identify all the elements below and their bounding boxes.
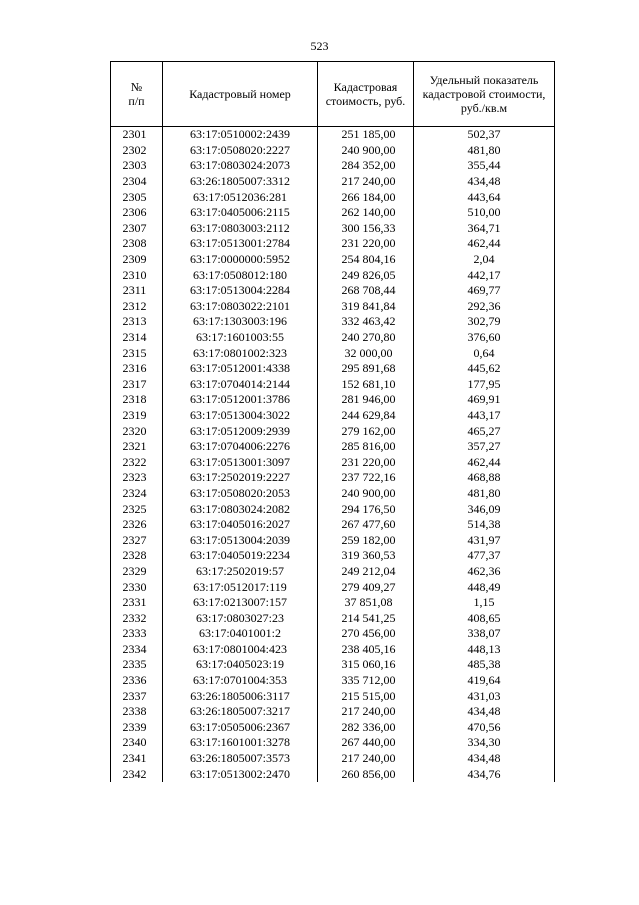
cadastral-number: 63:26:1805007:3312: [163, 174, 318, 190]
cadastral-cost: 217 240,00: [318, 704, 414, 720]
cadastral-number: 63:17:0510002:2439: [163, 127, 318, 143]
cadastral-number: 63:17:0213007:157: [163, 595, 318, 611]
specific-value: 448,13: [414, 642, 555, 658]
specific-value: 481,80: [414, 486, 555, 502]
header-specific-value: [414, 62, 555, 127]
cadastral-number: 63:17:0512001:4338: [163, 361, 318, 377]
table-row: [111, 610, 555, 626]
table-row: [111, 548, 555, 564]
specific-value: 346,09: [414, 501, 555, 517]
row-number: 2304: [111, 174, 163, 190]
cadastral-number: 63:17:0803003:2112: [163, 221, 318, 237]
table-row: [111, 205, 555, 221]
table-row: [111, 673, 555, 689]
table-row: [111, 174, 555, 190]
row-number: 2303: [111, 158, 163, 174]
specific-value: 514,38: [414, 517, 555, 533]
cadastral-cost: 294 176,50: [318, 501, 414, 517]
cadastral-table: [110, 61, 555, 782]
cadastral-number: 63:17:0513004:2039: [163, 532, 318, 548]
cadastral-cost: 284 352,00: [318, 158, 414, 174]
specific-value: 469,91: [414, 392, 555, 408]
cadastral-number: 63:17:0704006:2276: [163, 439, 318, 455]
table-row: [111, 252, 555, 268]
cadastral-cost: 335 712,00: [318, 673, 414, 689]
row-number: 2313: [111, 314, 163, 330]
row-number: 2336: [111, 673, 163, 689]
cadastral-cost: 240 900,00: [318, 486, 414, 502]
cadastral-number: 63:17:0405016:2027: [163, 517, 318, 533]
cadastral-number: 63:17:0704014:2144: [163, 377, 318, 393]
table-row: [111, 501, 555, 517]
specific-value: 462,44: [414, 454, 555, 470]
row-number: 2325: [111, 501, 163, 517]
row-number: 2333: [111, 626, 163, 642]
specific-value: 1,15: [414, 595, 555, 611]
cadastral-cost: 281 946,00: [318, 392, 414, 408]
row-number: 2341: [111, 751, 163, 767]
table-header: [111, 62, 555, 127]
specific-value: 434,76: [414, 766, 555, 782]
table-row: [111, 626, 555, 642]
table-row: [111, 377, 555, 393]
cadastral-cost: 267 440,00: [318, 735, 414, 751]
row-number: 2335: [111, 657, 163, 673]
row-number: 2331: [111, 595, 163, 611]
header-cost: [318, 62, 414, 127]
row-number: 2340: [111, 735, 163, 751]
specific-value: 477,37: [414, 548, 555, 564]
row-number: 2326: [111, 517, 163, 533]
specific-value: 448,49: [414, 579, 555, 595]
cadastral-number: 63:26:1805007:3217: [163, 704, 318, 720]
row-number: 2330: [111, 579, 163, 595]
row-number: 2327: [111, 532, 163, 548]
table-row: [111, 408, 555, 424]
cadastral-cost: 32 000,00: [318, 345, 414, 361]
table-row: [111, 314, 555, 330]
cadastral-number: 63:17:0405023:19: [163, 657, 318, 673]
row-number: 2322: [111, 454, 163, 470]
table-row: [111, 392, 555, 408]
cadastral-cost: 279 162,00: [318, 423, 414, 439]
row-number: 2305: [111, 189, 163, 205]
specific-value: 177,95: [414, 377, 555, 393]
table-row: [111, 330, 555, 346]
row-number: 2337: [111, 688, 163, 704]
specific-value: 434,48: [414, 174, 555, 190]
row-number: 2314: [111, 330, 163, 346]
cadastral-cost: 214 541,25: [318, 610, 414, 626]
cadastral-number: 63:17:0513001:2784: [163, 236, 318, 252]
specific-value: 462,44: [414, 236, 555, 252]
table-row: [111, 735, 555, 751]
table-row: [111, 439, 555, 455]
specific-value: 357,27: [414, 439, 555, 455]
table-row: [111, 532, 555, 548]
specific-value: 419,64: [414, 673, 555, 689]
row-number: 2317: [111, 377, 163, 393]
cadastral-number: 63:17:0803022:2101: [163, 299, 318, 315]
table-row: [111, 189, 555, 205]
cadastral-number: 63:17:0512017:119: [163, 579, 318, 595]
cadastral-cost: 319 360,53: [318, 548, 414, 564]
specific-value: 485,38: [414, 657, 555, 673]
row-number: 2316: [111, 361, 163, 377]
cadastral-number: 63:26:1805006:3117: [163, 688, 318, 704]
row-number: 2338: [111, 704, 163, 720]
specific-value: 442,17: [414, 267, 555, 283]
table-row: [111, 221, 555, 237]
table-row: [111, 595, 555, 611]
table-row: [111, 158, 555, 174]
cadastral-cost: 315 060,16: [318, 657, 414, 673]
specific-value: 431,03: [414, 688, 555, 704]
cadastral-number: 63:17:0513004:3022: [163, 408, 318, 424]
specific-value: 468,88: [414, 470, 555, 486]
table-row: [111, 486, 555, 502]
cadastral-number: 63:17:0803027:23: [163, 610, 318, 626]
table-row: [111, 720, 555, 736]
specific-value: 502,37: [414, 127, 555, 143]
cadastral-number: 63:17:0512001:3786: [163, 392, 318, 408]
row-number: 2323: [111, 470, 163, 486]
cadastral-cost: 240 900,00: [318, 143, 414, 159]
page-number: 523: [310, 39, 329, 53]
row-number: 2301: [111, 127, 163, 143]
cadastral-cost: 260 856,00: [318, 766, 414, 782]
cadastral-number: 63:17:0000000:5952: [163, 252, 318, 268]
cadastral-number: 63:17:0801002:323: [163, 345, 318, 361]
header-cadastral-number-text: Кадастровый номер: [189, 87, 291, 101]
cadastral-cost: 285 816,00: [318, 439, 414, 455]
cadastral-number: 63:17:2502019:2227: [163, 470, 318, 486]
cadastral-number: 63:17:0513004:2284: [163, 283, 318, 299]
cadastral-cost: 249 212,04: [318, 564, 414, 580]
cadastral-number: 63:17:0512009:2939: [163, 423, 318, 439]
cadastral-cost: 267 477,60: [318, 517, 414, 533]
table-row: [111, 236, 555, 252]
specific-value: 470,56: [414, 720, 555, 736]
row-number: 2315: [111, 345, 163, 361]
header-cost-text: Кадастровая стоимость, руб.: [325, 80, 406, 108]
specific-value: 408,65: [414, 610, 555, 626]
cadastral-cost: 268 708,44: [318, 283, 414, 299]
specific-value: 469,77: [414, 283, 555, 299]
cadastral-cost: 282 336,00: [318, 720, 414, 736]
table-row: [111, 127, 555, 143]
specific-value: 364,71: [414, 221, 555, 237]
cadastral-number: 63:17:0401001:2: [163, 626, 318, 642]
table-row: [111, 657, 555, 673]
row-number: 2311: [111, 283, 163, 299]
header-cadastral-number: [163, 62, 318, 127]
table-row: [111, 517, 555, 533]
cadastral-cost: 238 405,16: [318, 642, 414, 658]
row-number: 2324: [111, 486, 163, 502]
cadastral-number: 63:17:1601003:55: [163, 330, 318, 346]
cadastral-cost: 262 140,00: [318, 205, 414, 221]
row-number: 2310: [111, 267, 163, 283]
cadastral-number: 63:17:0803024:2082: [163, 501, 318, 517]
cadastral-number: 63:17:2502019:57: [163, 564, 318, 580]
table-row: [111, 283, 555, 299]
table-row: [111, 642, 555, 658]
row-number: 2309: [111, 252, 163, 268]
row-number: 2306: [111, 205, 163, 221]
table-row: [111, 299, 555, 315]
header-num-text: № п/п: [128, 80, 145, 108]
cadastral-number: 63:17:1303003:196: [163, 314, 318, 330]
row-number: 2332: [111, 610, 163, 626]
table-row: [111, 564, 555, 580]
specific-value: 338,07: [414, 626, 555, 642]
cadastral-cost: 217 240,00: [318, 751, 414, 767]
cadastral-number: 63:17:0405019:2234: [163, 548, 318, 564]
row-number: 2339: [111, 720, 163, 736]
specific-value: 434,48: [414, 751, 555, 767]
specific-value: 302,79: [414, 314, 555, 330]
cadastral-cost: 300 156,33: [318, 221, 414, 237]
cadastral-number: 63:17:0513002:2470: [163, 766, 318, 782]
table-row: [111, 267, 555, 283]
cadastral-cost: 37 851,08: [318, 595, 414, 611]
cadastral-number: 63:17:1601001:3278: [163, 735, 318, 751]
specific-value: 355,44: [414, 158, 555, 174]
cadastral-cost: 215 515,00: [318, 688, 414, 704]
specific-value: 443,64: [414, 189, 555, 205]
cadastral-cost: 332 463,42: [318, 314, 414, 330]
cadastral-number: 63:17:0701004:353: [163, 673, 318, 689]
specific-value: 462,36: [414, 564, 555, 580]
table-row: [111, 454, 555, 470]
specific-value: 481,80: [414, 143, 555, 159]
cadastral-number: 63:17:0801004:423: [163, 642, 318, 658]
cadastral-number: 63:17:0405006:2115: [163, 205, 318, 221]
specific-value: 465,27: [414, 423, 555, 439]
row-number: 2318: [111, 392, 163, 408]
cadastral-cost: 244 629,84: [318, 408, 414, 424]
row-number: 2342: [111, 766, 163, 782]
cadastral-number: 63:17:0508020:2227: [163, 143, 318, 159]
table-row: [111, 345, 555, 361]
cadastral-cost: 259 182,00: [318, 532, 414, 548]
specific-value: 443,17: [414, 408, 555, 424]
cadastral-cost: 266 184,00: [318, 189, 414, 205]
row-number: 2319: [111, 408, 163, 424]
cadastral-number: 63:17:0513001:3097: [163, 454, 318, 470]
row-number: 2320: [111, 423, 163, 439]
cadastral-cost: 295 891,68: [318, 361, 414, 377]
cadastral-cost: 254 804,16: [318, 252, 414, 268]
specific-value: 376,60: [414, 330, 555, 346]
row-number: 2302: [111, 143, 163, 159]
specific-value: 445,62: [414, 361, 555, 377]
row-number: 2307: [111, 221, 163, 237]
row-number: 2312: [111, 299, 163, 315]
cadastral-number: 63:17:0512036:281: [163, 189, 318, 205]
header-specific-value-text: Удельный показатель кадастровой стоимости, руб./кв.м: [422, 73, 546, 115]
table-row: [111, 751, 555, 767]
specific-value: 2,04: [414, 252, 555, 268]
table-body: [111, 127, 555, 782]
cadastral-cost: 249 826,05: [318, 267, 414, 283]
specific-value: 431,97: [414, 532, 555, 548]
table-row: [111, 766, 555, 782]
table-row: [111, 579, 555, 595]
cadastral-cost: 319 841,84: [318, 299, 414, 315]
cadastral-cost: 240 270,80: [318, 330, 414, 346]
cadastral-number: 63:17:0508020:2053: [163, 486, 318, 502]
row-number: 2308: [111, 236, 163, 252]
row-number: 2329: [111, 564, 163, 580]
table-row: [111, 704, 555, 720]
cadastral-number: 63:26:1805007:3573: [163, 751, 318, 767]
cadastral-cost: 270 456,00: [318, 626, 414, 642]
cadastral-cost: 231 220,00: [318, 236, 414, 252]
table-row: [111, 143, 555, 159]
table-row: [111, 470, 555, 486]
specific-value: 334,30: [414, 735, 555, 751]
row-number: 2334: [111, 642, 163, 658]
cadastral-cost: 152 681,10: [318, 377, 414, 393]
cadastral-number: 63:17:0803024:2073: [163, 158, 318, 174]
cadastral-cost: 251 185,00: [318, 127, 414, 143]
specific-value: 510,00: [414, 205, 555, 221]
table-row: [111, 361, 555, 377]
cadastral-cost: 231 220,00: [318, 454, 414, 470]
specific-value: 0,64: [414, 345, 555, 361]
table-row: [111, 423, 555, 439]
cadastral-cost: 217 240,00: [318, 174, 414, 190]
table-row: [111, 688, 555, 704]
cadastral-number: 63:17:0508012:180: [163, 267, 318, 283]
cadastral-cost: 237 722,16: [318, 470, 414, 486]
header-row: [111, 62, 555, 127]
header-num: [111, 62, 163, 127]
cadastral-cost: 279 409,27: [318, 579, 414, 595]
row-number: 2321: [111, 439, 163, 455]
cadastral-number: 63:17:0505006:2367: [163, 720, 318, 736]
row-number: 2328: [111, 548, 163, 564]
specific-value: 292,36: [414, 299, 555, 315]
specific-value: 434,48: [414, 704, 555, 720]
